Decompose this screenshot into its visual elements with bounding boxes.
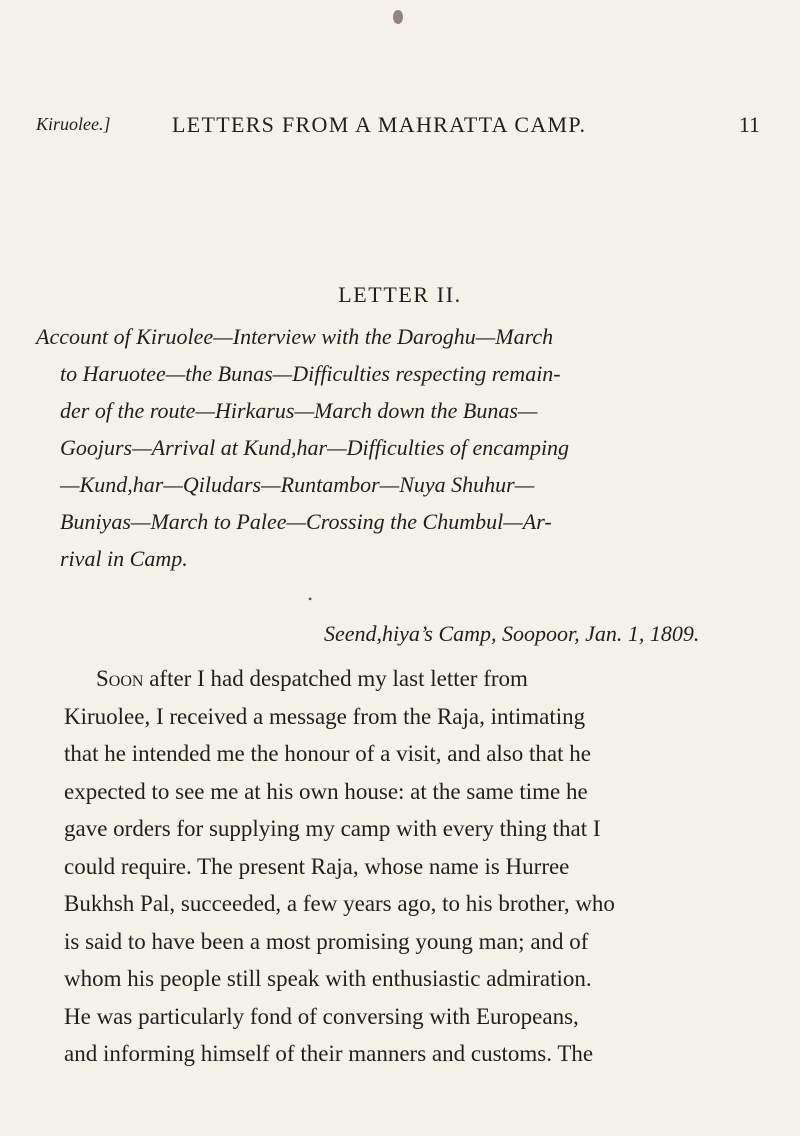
summary-line: Goojurs—Arrival at Kund,har—Difficulties of encamping (60, 435, 570, 460)
body-line: that he intended me the honour of a visit, and also that he (64, 741, 591, 766)
letter-title: LETTER II. (338, 282, 462, 307)
ink-blot (393, 10, 403, 24)
print-speck: • (308, 592, 313, 606)
body-line: expected to see me at his own house: at the same time he (64, 778, 588, 804)
opening-word: Soon (96, 666, 144, 691)
summary-line: der of the route—Hirkarus—March down the Bunas— (60, 398, 538, 423)
summary-line: to Haruotee—the Bunas—Difficulties respecting remain- (60, 361, 561, 386)
summary-line: Account of Kiruolee—Interview with the Daroghu—March (36, 324, 554, 349)
body-line: He was particularly fond of conversing with Europeans, (64, 1003, 579, 1029)
summary-line: rival in Camp. (60, 546, 188, 571)
letter-body (64, 660, 764, 1073)
body-line: Kiruolee, I received a message from the Raja, intimating (64, 703, 586, 729)
summary-line: —Kund,har—Qiludars—Runtambor—Nuya Shuhur— (60, 472, 535, 497)
body-line: gave orders for supplying my camp with every thing that I (64, 816, 601, 841)
body-line (64, 660, 764, 698)
body-line: Bukhsh Pal, succeeded, a few years ago, to his brother, who (64, 891, 615, 916)
summary-line: Buniyas—March to Palee—Crossing the Chumbul—Ar- (60, 509, 552, 534)
running-head-title: LETTERS FROM A MAHRATTA CAMP. (172, 112, 587, 137)
body-line-rest: after I had despatched my last letter from (143, 666, 528, 691)
body-line: and informing himself of their manners and customs. The (64, 1041, 594, 1066)
body-line: is said to have been a most promising young man; and of (64, 928, 589, 954)
page-number: 11 (738, 112, 760, 137)
body-line: whom his people still speak with enthusiastic admiration. (64, 966, 592, 991)
dateline: Seend,hiya’s Camp, Soopoor, Jan. 1, 1809. (324, 621, 700, 646)
running-head (36, 112, 760, 142)
letter-summary (36, 318, 760, 577)
running-head-section: Kiruolee.] (36, 114, 111, 134)
body-line: could require. The present Raja, whose name is Hurree (64, 853, 570, 879)
